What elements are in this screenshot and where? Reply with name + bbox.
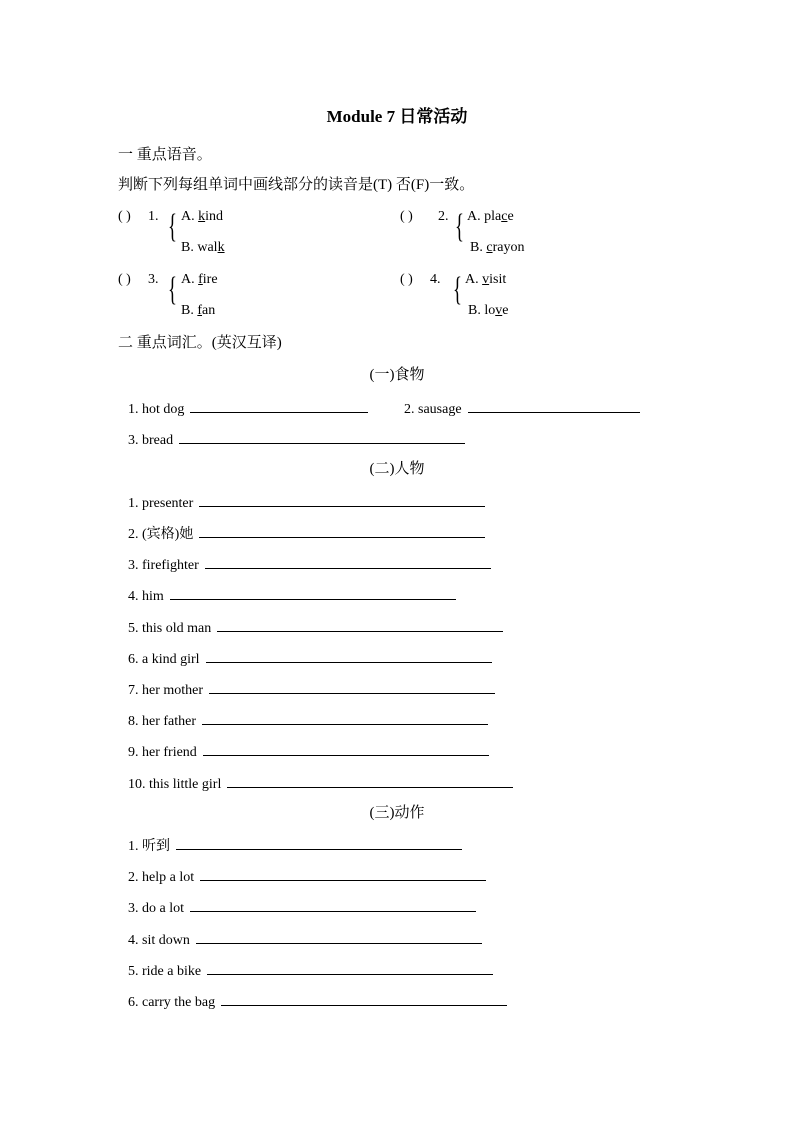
answer-blank[interactable] [217, 617, 503, 632]
brace-icon: { [168, 208, 177, 245]
section2-heading: 二 重点词汇。(英汉互译) [118, 335, 282, 351]
answer-blank[interactable] [227, 773, 513, 788]
answer-bracket[interactable]: ( ) [400, 272, 413, 287]
answer-blank[interactable] [196, 929, 482, 944]
vocab-item-hear: 1. 听到 [128, 835, 462, 856]
answer-blank[interactable] [468, 398, 640, 413]
vocab-item-hot-dog: 1. hot dog [128, 398, 368, 419]
brace-icon: { [168, 271, 177, 308]
actions-heading: (三)动作 [369, 805, 425, 821]
vocab-item-ride-a-bike: 5. ride a bike [128, 960, 493, 981]
answer-blank[interactable] [205, 554, 491, 569]
vocab-item-her-father: 8. her father [128, 710, 488, 731]
word-b: B. crayon [470, 240, 525, 255]
item-number: 3. [148, 272, 159, 287]
answer-blank[interactable] [200, 866, 486, 881]
brace-icon: { [453, 271, 462, 308]
answer-blank[interactable] [179, 429, 465, 444]
answer-blank[interactable] [221, 991, 507, 1006]
word-b: B. fan [181, 303, 216, 318]
item-number: 2. [438, 209, 449, 224]
vocab-item-her-friend: 9. her friend [128, 741, 489, 762]
answer-blank[interactable] [199, 523, 485, 538]
answer-bracket[interactable]: ( ) [118, 209, 131, 224]
answer-blank[interactable] [190, 398, 368, 413]
section1-instruction: 判断下列每组单词中画线部分的读音是(T) 否(F)一致。 [118, 177, 475, 193]
food-heading: (一)食物 [369, 367, 425, 383]
answer-blank[interactable] [207, 960, 493, 975]
vocab-item-presenter: 1. presenter [128, 492, 485, 513]
vocab-item-her: 2. (宾格)她 [128, 523, 485, 544]
answer-blank[interactable] [203, 741, 489, 756]
vocab-item-help-a-lot: 2. help a lot [128, 866, 486, 887]
answer-blank[interactable] [176, 835, 462, 850]
page-title: Module 7 日常活动 [326, 107, 468, 126]
word-a: A. kind [181, 209, 224, 224]
vocab-item-do-a-lot: 3. do a lot [128, 897, 476, 918]
answer-blank[interactable] [170, 585, 456, 600]
vocab-item-this-old-man: 5. this old man [128, 617, 503, 638]
vocab-item-carry-the-bag: 6. carry the bag [128, 991, 507, 1012]
vocab-item-bread: 3. bread [128, 429, 465, 450]
vocab-item-sit-down: 4. sit down [128, 929, 482, 950]
item-number: 4. [430, 272, 441, 287]
brace-icon: { [455, 208, 464, 245]
people-heading: (二)人物 [369, 461, 425, 477]
item-number: 1. [148, 209, 159, 224]
answer-blank[interactable] [190, 897, 476, 912]
word-b: B. love [468, 303, 509, 318]
vocab-item-her-mother: 7. her mother [128, 679, 495, 700]
answer-blank[interactable] [206, 648, 492, 663]
word-a: A. fire [181, 272, 218, 287]
answer-blank[interactable] [209, 679, 495, 694]
answer-bracket[interactable]: ( ) [400, 209, 413, 224]
vocab-item-this-little-girl: 10. this little girl [128, 773, 513, 794]
word-b: B. walk [181, 240, 225, 255]
vocab-item-firefighter: 3. firefighter [128, 554, 491, 575]
answer-bracket[interactable]: ( ) [118, 272, 131, 287]
word-a: A. visit [465, 272, 507, 287]
answer-blank[interactable] [202, 710, 488, 725]
vocab-item-him: 4. him [128, 585, 456, 606]
section1-heading: 一 重点语音。 [118, 147, 212, 163]
word-a: A. place [467, 209, 514, 224]
vocab-item-a-kind-girl: 6. a kind girl [128, 648, 492, 669]
answer-blank[interactable] [199, 492, 485, 507]
vocab-item-sausage: 2. sausage [404, 398, 640, 419]
